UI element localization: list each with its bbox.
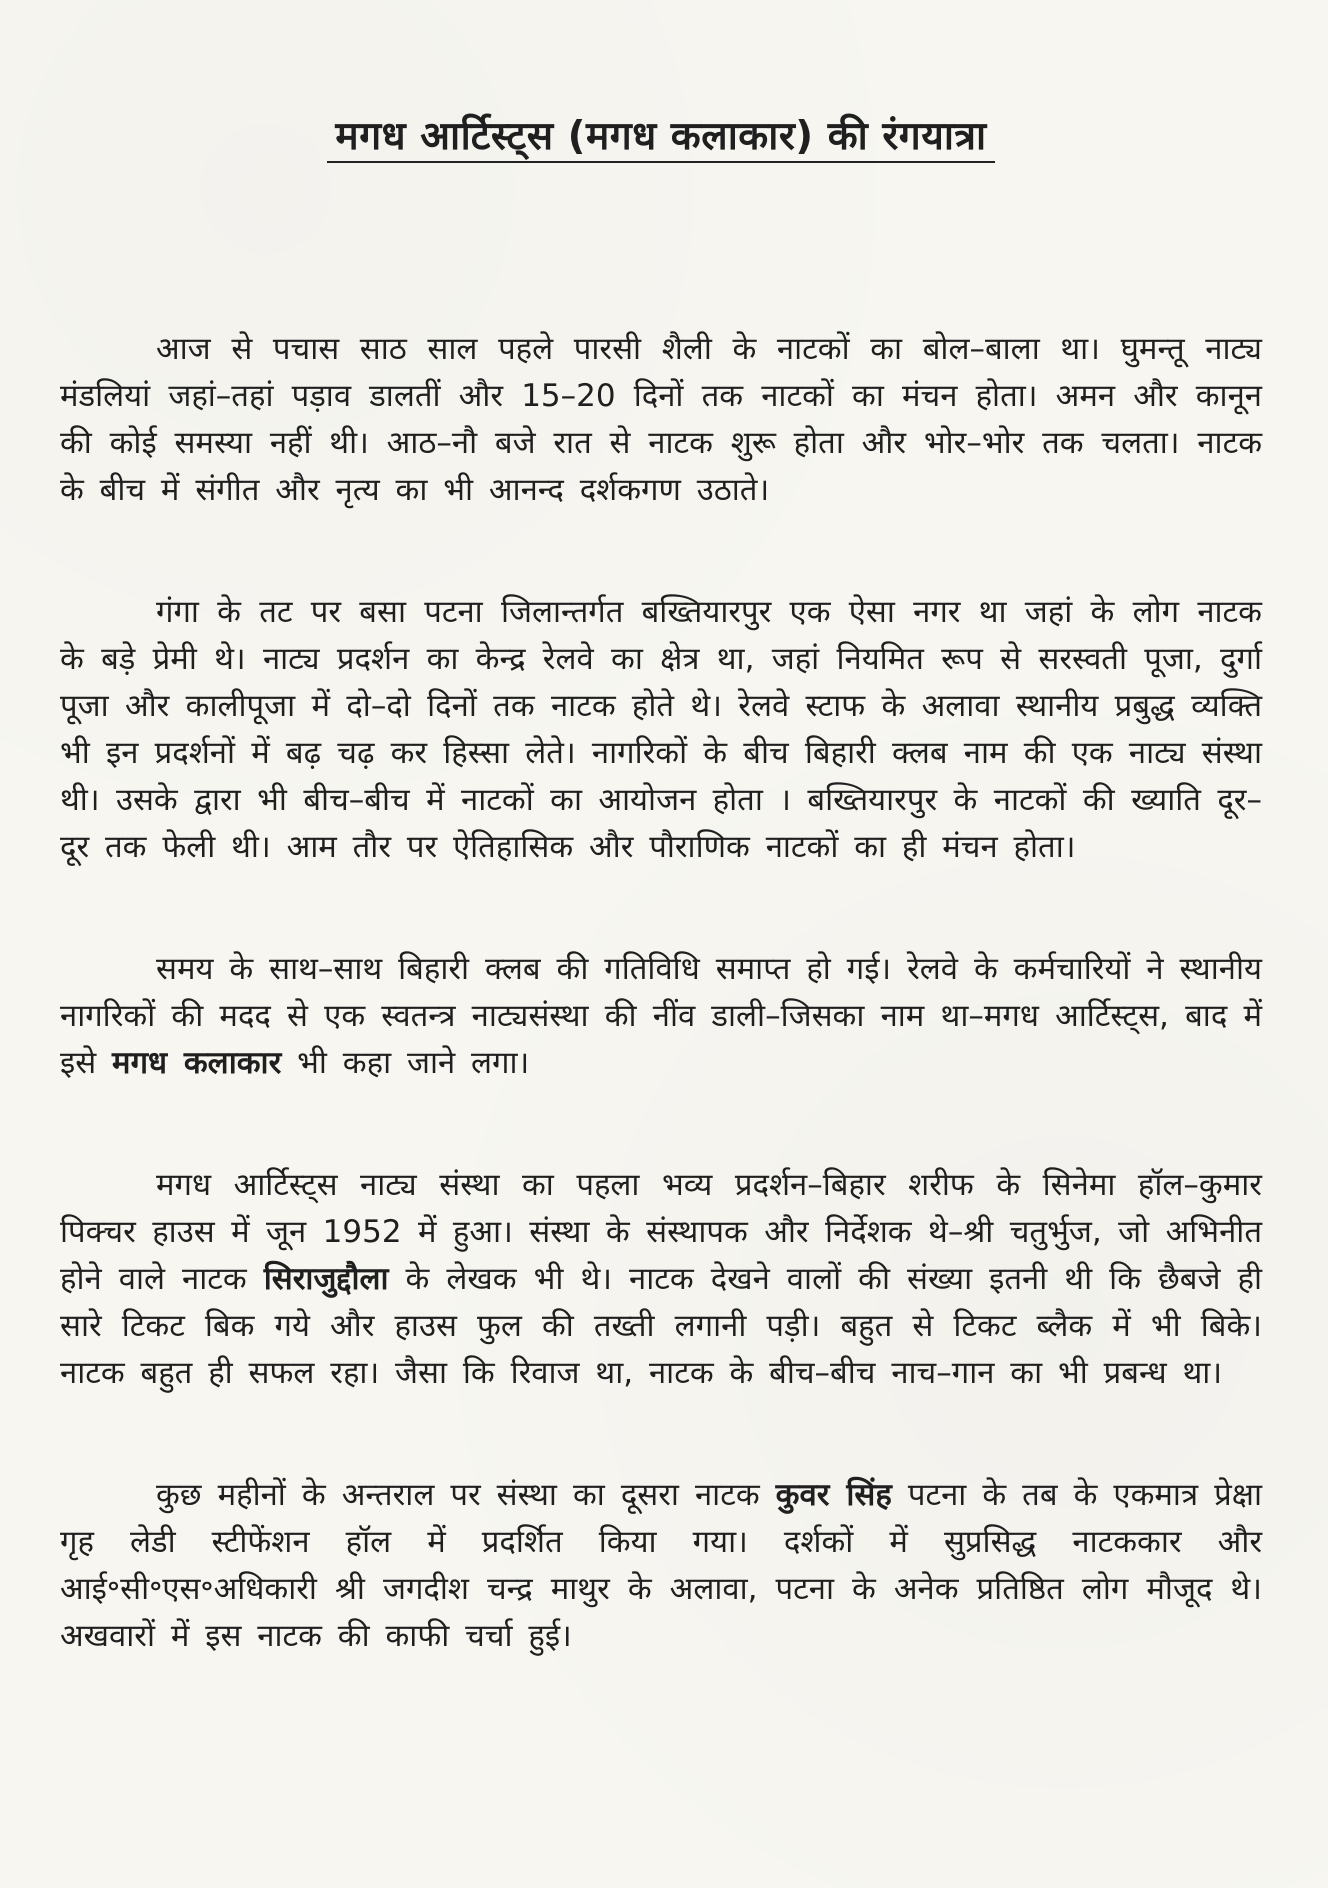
paragraph-3-bold-phrase: मगध कलाकार: [112, 1045, 282, 1081]
document-title-text: मगध आर्टिस्ट्स (मगध कलाकार) की रंगयात्रा: [327, 114, 994, 163]
paragraph-1-segment-1: आज से पचास साठ साल पहले पारसी शैली के नाटकों का बोल–बाला था। घुमन्तू नाट्य मंडलियां जहां–तहां पड़ाव डालतीं और 15–20 दिनों तक नाटकों का मंचन होता। अमन और कानून की कोई समस्या नहीं थी। आठ–नौ बजे रात से नाटक शुरू होता और भोर–भोर तक चलता। नाटक के बीच में संगीत और नृत्य का भी आनन्द दर्शकगण उठाते।: [60, 331, 1262, 508]
paragraph-2: [60, 589, 1262, 871]
paragraph-4-segment-3: के लेखक भी थे। नाटक देखने वालों की संख्या इतनी थी कि छैबजे ही सारे टिकट बिक गये और हाउस फुल की तख्ती लगानी पड़ी। बहुत से टिकट ब्लैक में भी बिके। नाटक बहुत ही सफल रहा। जैसा कि रिवाज था, नाटक के बीच–बीच नाच–गान का भी प्रबन्ध था।: [60, 1261, 1262, 1391]
paragraph-3-segment-3: भी कहा जाने लगा।: [281, 1045, 530, 1081]
paragraph-1: [60, 326, 1262, 514]
paragraph-3-segment-1: समय के साथ–साथ बिहारी क्लब की गतिविधि समाप्त हो गई। रेलवे के कर्मचारियों ने स्थानीय नागरिकों की मदद से एक स्वतन्त्र नाट्यसंस्था की नींव डाली–जिसका नाम था–मगध आर्टिस्ट्स, बाद में इसे: [60, 951, 1262, 1081]
paragraph-5-bold-phrase: कुवर सिंह: [775, 1477, 892, 1513]
paragraph-4-bold-phrase: सिराजुद्दौला: [263, 1261, 389, 1297]
paragraph-4: [60, 1162, 1262, 1397]
paragraph-5-segment-1: कुछ महीनों के अन्तराल पर संस्था का दूसरा नाटक: [156, 1477, 776, 1513]
document-body: [60, 326, 1262, 1660]
paragraph-2-segment-1: गंगा के तट पर बसा पटना जिलान्तर्गत बख्तियारपुर एक ऐसा नगर था जहां के लोग नाटक के बड़े प्रेमी थे। नाट्य प्रदर्शन का केन्द्र रेलवे का क्षेत्र था, जहां नियमित रूप से सरस्वती पूजा, दुर्गा पूजा और कालीपूजा में दो–दो दिनों तक नाटक होते थे। रेलवे स्टाफ के अलावा स्थानीय प्रबुद्ध व्यक्ति भी इन प्रदर्शनों में बढ़ चढ़ कर हिस्सा लेते। नागरिकों के बीच बिहारी क्लब नाम की एक नाट्य संस्था थी। उसके द्वारा भी बीच–बीच में नाटकों का आयोजन होता । बख्तियारपुर के नाटकों की ख्याति दूर–दूर तक फेली थी। आम तौर पर ऐतिहासिक और पौराणिक नाटकों का ही मंचन होता।: [60, 594, 1262, 865]
paragraph-3: [60, 946, 1262, 1087]
document-title: [60, 108, 1262, 161]
paragraph-5: [60, 1472, 1262, 1660]
paragraph-5-segment-3: पटना के तब के एकमात्र प्रेक्षा गृह लेडी स्टीफेंशन हॉल में प्रदर्शित किया गया। दर्शकों में सुप्रसिद्ध नाटककार और आई॰सी॰एस॰अधिकारी श्री जगदीश चन्द्र माथुर के अलावा, पटना के अनेक प्रतिष्ठित लोग मौजूद थे। अखवारों में इस नाटक की काफी चर्चा हुई।: [60, 1477, 1262, 1654]
paragraph-4-segment-1: मगध आर्टिस्ट्स नाट्य संस्था का पहला भव्य प्रदर्शन–बिहार शरीफ के सिनेमा हॉल–कुमार पिक्चर हाउस में जून 1952 में हुआ। संस्था के संस्थापक और निर्देशक थे–श्री चतुर्भुज, जो अभिनीत होने वाले नाटक: [60, 1167, 1262, 1297]
